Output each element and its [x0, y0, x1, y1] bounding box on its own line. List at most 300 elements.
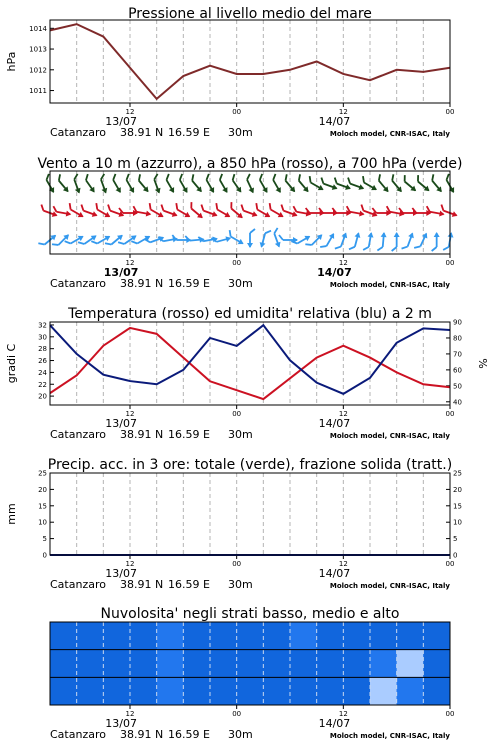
location-name: Catanzaro	[50, 578, 106, 591]
location-lon: 16.59 E	[168, 728, 210, 741]
cloud-cell-medio	[263, 650, 290, 678]
cloud-cell-basso	[343, 677, 370, 705]
y2-tick-label: 15	[453, 502, 462, 511]
wind10-barb	[432, 232, 440, 251]
wind700-barb	[243, 174, 258, 195]
wind850-barb	[439, 205, 460, 219]
barb-flag	[376, 174, 382, 180]
chart-title: Nuvolosita' negli strati basso, medio e alto	[100, 606, 400, 622]
time-tick-label: 00	[232, 259, 242, 267]
barb-flag	[363, 246, 369, 251]
barb-flag	[111, 174, 117, 180]
wind850-barb	[92, 203, 112, 219]
cloud-cell-medio	[103, 650, 130, 678]
cloud-cell-alto	[397, 622, 424, 650]
barb-flag	[414, 244, 420, 250]
barb-flag	[296, 174, 302, 180]
wind850-barb	[172, 203, 192, 219]
y-tick-label: 30	[38, 333, 47, 342]
barb-flag	[307, 176, 313, 182]
cloud-cell-basso	[77, 677, 104, 705]
barb-flag	[335, 245, 341, 250]
time-tick-label: 12	[338, 560, 348, 568]
wind700-barb	[228, 174, 245, 194]
time-tick-label: 12	[125, 560, 135, 568]
cloud-cell-alto	[50, 622, 77, 650]
date-label: 14/07	[318, 567, 351, 580]
cloud-cell-alto	[210, 622, 237, 650]
location-alt: 30m	[228, 277, 253, 290]
barb-flag	[377, 247, 382, 251]
wind850-barb	[226, 202, 246, 220]
location-lon: 16.59 E	[168, 428, 210, 441]
y-tick-label: 28	[38, 345, 47, 354]
cloud-cell-medio	[130, 650, 157, 678]
y-tick-label: 22	[38, 380, 47, 389]
wind700-barb	[202, 174, 218, 194]
cloud-cell-basso	[397, 677, 424, 705]
wind700-barb	[374, 174, 392, 194]
wind700-barb	[387, 174, 405, 194]
barb-flag	[273, 228, 279, 233]
barb-head	[104, 212, 111, 220]
model-credit: Moloch model, CNR-ISAC, Italy	[329, 582, 450, 590]
wind10-barb	[118, 231, 138, 248]
barb-flag	[188, 202, 194, 208]
time-tick-label: 12	[338, 108, 348, 116]
location-lon: 16.59 E	[168, 126, 210, 139]
model-credit: Moloch model, CNR-ISAC, Italy	[329, 281, 450, 289]
date-label: 13/07	[103, 266, 139, 279]
barb-flag	[218, 174, 224, 180]
y2-tick-label: 0	[453, 551, 458, 560]
location-name: Catanzaro	[50, 728, 106, 741]
y-tick-label: 32	[38, 321, 47, 330]
time-tick-label: 12	[125, 410, 135, 418]
cloud-cell-alto	[237, 622, 264, 650]
barb-flag	[230, 174, 236, 180]
barb-flag	[200, 205, 205, 211]
barb-flag	[280, 205, 285, 211]
barb-head	[155, 188, 162, 195]
barb-flag	[94, 203, 100, 209]
barb-flag	[320, 244, 326, 250]
cloud-cell-basso	[183, 677, 210, 705]
time-tick-label: 00	[232, 410, 242, 418]
barb-head	[158, 212, 165, 220]
barb-flag	[190, 174, 196, 180]
wind10-barb	[414, 231, 429, 252]
chart-title: Precip. acc. in 3 ore: totale (verde), frazione solida (tratt.)	[47, 457, 453, 473]
barb-head	[355, 231, 362, 237]
barb-head	[66, 211, 72, 218]
location-lat: 38.91 N	[120, 277, 164, 290]
barb-head	[329, 232, 337, 239]
temperature-line	[50, 328, 450, 399]
y-tick-label: 1011	[29, 87, 47, 96]
barb-flag	[415, 175, 421, 181]
barb-flag	[228, 202, 234, 208]
barb-head	[304, 233, 311, 241]
barb-flag	[53, 206, 58, 212]
wind700-barb	[54, 174, 72, 194]
location-name: Catanzaro	[50, 428, 106, 441]
chart-title: Temperatura (rosso) ed umidita' relativa (blu) a 2 m	[68, 306, 432, 322]
time-tick-label: 00	[232, 710, 242, 718]
barb-flag	[105, 241, 111, 247]
location-lat: 38.91 N	[120, 428, 164, 441]
barb-flag	[360, 176, 366, 182]
barb-head	[247, 243, 253, 248]
time-tick-label: 00	[445, 108, 455, 116]
barb-flag	[153, 174, 159, 179]
wind10-barb	[198, 234, 218, 245]
barb-flag	[118, 240, 124, 246]
barb-flag	[402, 175, 408, 181]
wind10-barb	[258, 229, 271, 249]
wind850-barb	[66, 203, 86, 219]
barb-head	[146, 211, 152, 218]
wind10-barb	[38, 231, 58, 249]
model-credit: Moloch model, CNR-ISAC, Italy	[329, 732, 450, 740]
wind700-barb	[281, 174, 299, 194]
barb-head	[116, 187, 124, 194]
wind10-barb	[377, 232, 387, 252]
barb-flag	[402, 245, 408, 250]
barb-flag	[40, 205, 45, 211]
barb-flag	[106, 205, 111, 211]
barb-flag	[432, 247, 437, 251]
time-tick-label: 00	[445, 410, 455, 418]
barb-head	[381, 232, 387, 238]
barb-flag	[271, 174, 277, 180]
cloud-cell-medio	[397, 650, 424, 678]
cloud-cell-basso	[317, 677, 344, 705]
barb-flag	[214, 203, 220, 209]
barb-flag	[265, 229, 271, 234]
cloud-cell-alto	[317, 622, 344, 650]
location-name: Catanzaro	[50, 277, 106, 290]
wind700-barb	[427, 174, 445, 194]
barb-flag	[305, 241, 311, 247]
wind700-barb	[175, 174, 191, 194]
date-label: 13/07	[105, 417, 137, 430]
cloud-cell-basso	[103, 677, 130, 705]
plot-frame	[50, 473, 450, 555]
barb-head	[278, 212, 285, 220]
barb-flag	[52, 241, 58, 247]
location-lat: 38.91 N	[120, 578, 164, 591]
time-tick-label: 00	[445, 710, 455, 718]
barb-flag	[346, 178, 351, 184]
barb-head	[169, 187, 177, 194]
cloud-cell-basso	[370, 677, 397, 705]
barb-flag	[392, 247, 397, 251]
y-axis-label: hPa	[5, 51, 18, 72]
barb-flag	[160, 205, 165, 211]
cloud-cell-alto	[263, 622, 290, 650]
wind700-barb	[109, 174, 125, 194]
location-alt: 30m	[228, 126, 253, 139]
barb-flag	[240, 205, 245, 211]
time-tick-label: 00	[232, 560, 242, 568]
y-tick-label: 25	[38, 469, 47, 478]
wind10-barb	[392, 232, 400, 251]
barb-flag	[245, 174, 251, 180]
barb-head	[275, 242, 282, 249]
cloud-cell-basso	[50, 677, 77, 705]
barb-flag	[174, 203, 180, 209]
cloud-cell-medio	[423, 650, 450, 678]
cloud-cell-alto	[290, 622, 317, 650]
y-tick-label: 10	[38, 518, 47, 527]
date-label: 14/07	[317, 266, 352, 279]
model-credit: Moloch model, CNR-ISAC, Italy	[329, 432, 450, 440]
wind700-barb	[70, 174, 84, 195]
cloud-cell-alto	[157, 622, 184, 650]
date-label: 14/07	[318, 417, 351, 430]
chart-title: Pressione al livello medio del mare	[128, 6, 372, 22]
wind700-barb	[187, 174, 205, 194]
wind850-barb	[146, 203, 166, 219]
y2-tick-label: 10	[453, 518, 462, 527]
wind10-barb	[211, 233, 231, 246]
wind10-barb	[349, 231, 362, 251]
barb-flag	[283, 174, 289, 180]
wind700-barb	[306, 176, 326, 192]
barb-head	[104, 233, 111, 241]
barb-head	[238, 239, 245, 247]
y-tick-label: 1013	[29, 45, 47, 54]
cloud-cell-medio	[183, 650, 210, 678]
time-tick-label: 00	[232, 108, 242, 116]
barb-flag	[38, 241, 44, 247]
wind700-barb	[359, 176, 379, 192]
wind10-barb	[320, 231, 336, 251]
barb-flag	[78, 240, 84, 246]
barb-head	[434, 232, 440, 237]
y2-tick-label: 5	[453, 535, 458, 544]
cloud-cell-alto	[423, 622, 450, 650]
barb-head	[332, 184, 339, 191]
cloud-cell-basso	[423, 677, 450, 705]
location-lat: 38.91 N	[120, 728, 164, 741]
wind10-barb	[402, 231, 416, 252]
barb-head	[342, 231, 349, 238]
barb-flag	[267, 203, 273, 209]
barb-head	[408, 231, 415, 238]
barb-head	[448, 232, 455, 238]
cloud-cell-alto	[343, 622, 370, 650]
y-tick-label: 1012	[29, 66, 47, 75]
wind850-barb	[186, 202, 206, 220]
location-lat: 38.91 N	[120, 126, 164, 139]
location-lon: 16.59 E	[168, 277, 210, 290]
humidity-line	[50, 325, 450, 394]
barb-head	[318, 185, 325, 193]
barb-head	[258, 242, 265, 248]
cloud-cell-basso	[157, 677, 184, 705]
date-label: 14/07	[318, 115, 351, 128]
date-label: 14/07	[318, 717, 351, 730]
time-tick-label: 12	[125, 108, 135, 116]
y-tick-label: 20	[38, 392, 47, 401]
y-axis-label: mm	[5, 503, 18, 525]
time-tick-label: 00	[445, 560, 455, 568]
location-name: Catanzaro	[50, 126, 106, 139]
barb-head	[452, 211, 459, 218]
barb-head	[78, 212, 85, 220]
wind850-barb	[212, 203, 232, 219]
wind10-barb	[52, 231, 71, 250]
y2-tick-label: 80	[453, 334, 462, 343]
barb-head	[172, 211, 179, 218]
barb-flag	[443, 246, 449, 251]
cloud-cell-alto	[77, 622, 104, 650]
wind700-barb	[215, 174, 231, 194]
barb-flag	[227, 230, 233, 236]
barb-flag	[80, 205, 85, 211]
barb-flag	[360, 205, 365, 211]
y-tick-label: 1014	[29, 24, 47, 33]
wind10-barb	[443, 231, 454, 251]
y2-tick-label: 50	[453, 382, 462, 391]
cloud-cell-medio	[210, 650, 237, 678]
time-tick-label: 12	[338, 410, 348, 418]
location-alt: 30m	[228, 578, 253, 591]
barb-head	[92, 211, 99, 218]
time-tick-label: 12	[125, 259, 135, 267]
barb-head	[345, 184, 352, 191]
barb-head	[252, 211, 259, 218]
cloud-cell-medio	[237, 650, 264, 678]
y-axis-label: gradi C	[5, 343, 18, 384]
wind10-barb	[335, 231, 349, 252]
barb-flag	[65, 239, 71, 245]
y-tick-label: 26	[38, 357, 47, 366]
date-label: 13/07	[105, 567, 137, 580]
wind10-barb	[65, 232, 85, 248]
barb-flag	[279, 235, 283, 240]
time-tick-label: 12	[125, 710, 135, 718]
cloud-cell-medio	[157, 650, 184, 678]
barb-flag	[147, 203, 153, 209]
barb-flag	[430, 174, 436, 180]
cloud-cell-medio	[50, 650, 77, 678]
pressure-line	[50, 24, 450, 99]
barb-head	[264, 212, 271, 220]
cloud-cell-alto	[103, 622, 130, 650]
barb-head	[368, 232, 375, 238]
location-alt: 30m	[228, 428, 253, 441]
wind10-barb	[363, 231, 374, 251]
barb-head	[224, 212, 231, 220]
barb-head	[184, 212, 191, 220]
cloud-cell-medio	[290, 650, 317, 678]
barb-flag	[440, 205, 445, 211]
cloud-cell-alto	[130, 622, 157, 650]
wind700-barb	[134, 174, 152, 194]
y2-axis-label: %	[477, 358, 490, 369]
wind700-barb	[97, 174, 111, 195]
barb-head	[394, 232, 400, 237]
barb-head	[75, 188, 82, 195]
y2-tick-label: 70	[453, 350, 462, 359]
barb-head	[358, 184, 365, 191]
time-tick-label: 12	[338, 710, 348, 718]
time-tick-label: 00	[445, 259, 455, 267]
y-tick-label: 24	[38, 368, 47, 377]
wind700-barb	[162, 174, 178, 194]
y-tick-label: 0	[42, 551, 47, 560]
barb-flag	[100, 174, 106, 179]
cloud-cell-basso	[263, 677, 290, 705]
wind10-barb	[105, 231, 125, 249]
y-tick-label: 20	[38, 485, 47, 494]
y2-tick-label: 40	[453, 398, 462, 407]
cloud-cell-basso	[130, 677, 157, 705]
barb-head	[222, 187, 230, 194]
barb-flag	[250, 229, 255, 233]
barb-flag	[56, 174, 62, 180]
location-lon: 16.59 E	[168, 578, 210, 591]
wind700-barb	[81, 174, 98, 194]
wind700-barb	[150, 174, 164, 195]
y-tick-label: 15	[38, 502, 47, 511]
cloud-cell-alto	[183, 622, 210, 650]
cloud-cell-medio	[370, 650, 397, 678]
barb-flag	[320, 178, 325, 184]
y-tick-label: 5	[42, 535, 47, 544]
cloud-cell-basso	[210, 677, 237, 705]
barb-head	[371, 185, 378, 193]
date-label: 13/07	[105, 717, 137, 730]
barb-flag	[67, 203, 73, 209]
barb-flag	[349, 245, 355, 250]
cloud-cell-basso	[237, 677, 264, 705]
barb-head	[78, 233, 85, 241]
y2-tick-label: 20	[453, 485, 462, 494]
barb-head	[212, 211, 219, 218]
barb-head	[276, 187, 284, 194]
wind700-barb	[400, 175, 420, 193]
wind700-barb	[255, 174, 271, 194]
y2-tick-label: 25	[453, 469, 462, 478]
cloud-cell-basso	[290, 677, 317, 705]
barb-flag	[84, 174, 90, 180]
barb-flag	[254, 203, 260, 209]
cloud-cell-medio	[343, 650, 370, 678]
cloud-cell-medio	[317, 650, 344, 678]
cloud-cell-medio	[77, 650, 104, 678]
plot-frame	[50, 20, 450, 103]
barb-flag	[165, 174, 171, 180]
wind700-barb	[122, 174, 138, 194]
time-tick-label: 12	[338, 259, 348, 267]
date-label: 13/07	[105, 115, 137, 128]
barb-flag	[390, 174, 396, 180]
location-alt: 30m	[228, 728, 253, 741]
model-credit: Moloch model, CNR-ISAC, Italy	[329, 130, 450, 138]
barb-flag	[333, 178, 338, 184]
barb-flag	[136, 174, 142, 180]
barb-head	[102, 188, 109, 195]
y2-tick-label: 90	[453, 318, 462, 327]
barb-head	[249, 187, 257, 194]
wind10-barb	[247, 229, 255, 248]
barb-flag	[293, 206, 298, 212]
cloud-cell-alto	[370, 622, 397, 650]
